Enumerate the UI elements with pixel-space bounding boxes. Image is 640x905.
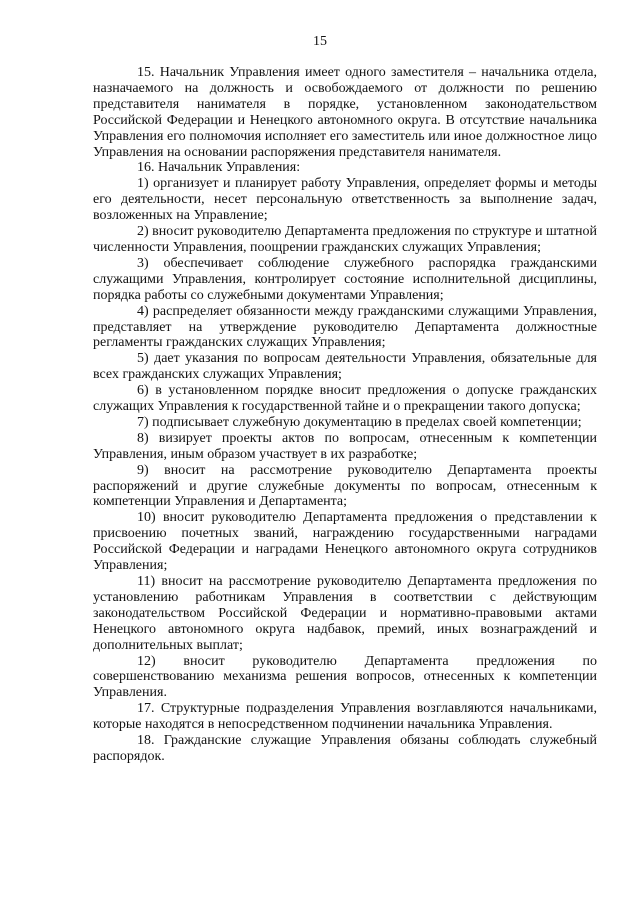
paragraph-17: 17. Структурные подразделения Управления возглавляются начальниками, которые находятся в непосредственном подчинении начальника Управления. xyxy=(93,701,597,733)
list-item-1: 1) организует и планирует работу Управления, определяет формы и методы его деятельности, несет персональную ответственность за выполнение задач, возложенных на Управление; xyxy=(93,176,597,224)
paragraph-15: 15. Начальник Управления имеет одного заместителя – начальника отдела, назначаемого на должность и освобождаемого от должности по решению представителя нанимателя в порядке, установленном законодательством Российской Федерации и Ненецкого автономного округа. В отсутствие начальника Управления его полномочия исполняет его заместитель или иное должностное лицо Управления на основании распоряжения представителя нанимателя. xyxy=(93,65,597,160)
list-item-3: 3) обеспечивает соблюдение служебного распорядка гражданскими служащими Управления, контролирует состояние исполнительной дисциплины, порядка работы со служебными документами Управления; xyxy=(93,255,597,303)
page-number: 15 xyxy=(313,34,327,49)
list-item-5: 5) дает указания по вопросам деятельности Управления, обязательные для всех гражданских служащих Управления; xyxy=(93,351,597,383)
list-item-9: 9) вносит на рассмотрение руководителю Департамента проекты распоряжений и другие служебные документы по вопросам, отнесенным к компетенции Управления и Департамента; xyxy=(93,462,597,510)
list-item-12: 12) вносит руководителю Департамента предложения по совершенствованию механизма решения вопросов, отнесенных к компетенции Управления. xyxy=(93,653,597,701)
list-item-6: 6) в установленном порядке вносит предложения о допуске гражданских служащих Управления к государственной тайне и о прекращении такого допуска; xyxy=(93,383,597,415)
list-item-7: 7) подписывает служебную документацию в пределах своей компетенции; xyxy=(137,414,582,430)
paragraph-16-heading: 16. Начальник Управления: xyxy=(137,160,301,176)
paragraph-18: 18. Гражданские служащие Управления обязаны соблюдать служебный распорядок. xyxy=(93,733,597,764)
list-item-8: 8) визирует проекты актов по вопросам, отнесенным к компетенции Управления, иным образом участвует в их разработке; xyxy=(93,430,597,462)
list-item-2: 2) вносит руководителю Департамента предложения по структуре и штатной численности Управления, поощрении гражданских служащих Управления; xyxy=(93,224,597,255)
document-body xyxy=(93,65,597,765)
list-item-11: 11) вносит на рассмотрение руководителю Департамента предложения по установлению работникам Управления в соответствии с действующим законодательством Российской Федерации и нормативно-правовыми актами Ненецкого автономного округа надбавок, премий, иных вознаграждений и дополнительных выплат; xyxy=(93,574,597,653)
list-item-10: 10) вносит руководителю Департамента предложения о представлении к присвоению почетных званий, награждению государственными наградами Российской Федерации и наградами Ненецкого автономного округа сотрудников Управления; xyxy=(93,510,597,574)
list-item-4: 4) распределяет обязанности между гражданскими служащими Управления, представляет на утверждение руководителю Департамента должностные регламенты гражданских служащих Управления; xyxy=(93,303,597,351)
